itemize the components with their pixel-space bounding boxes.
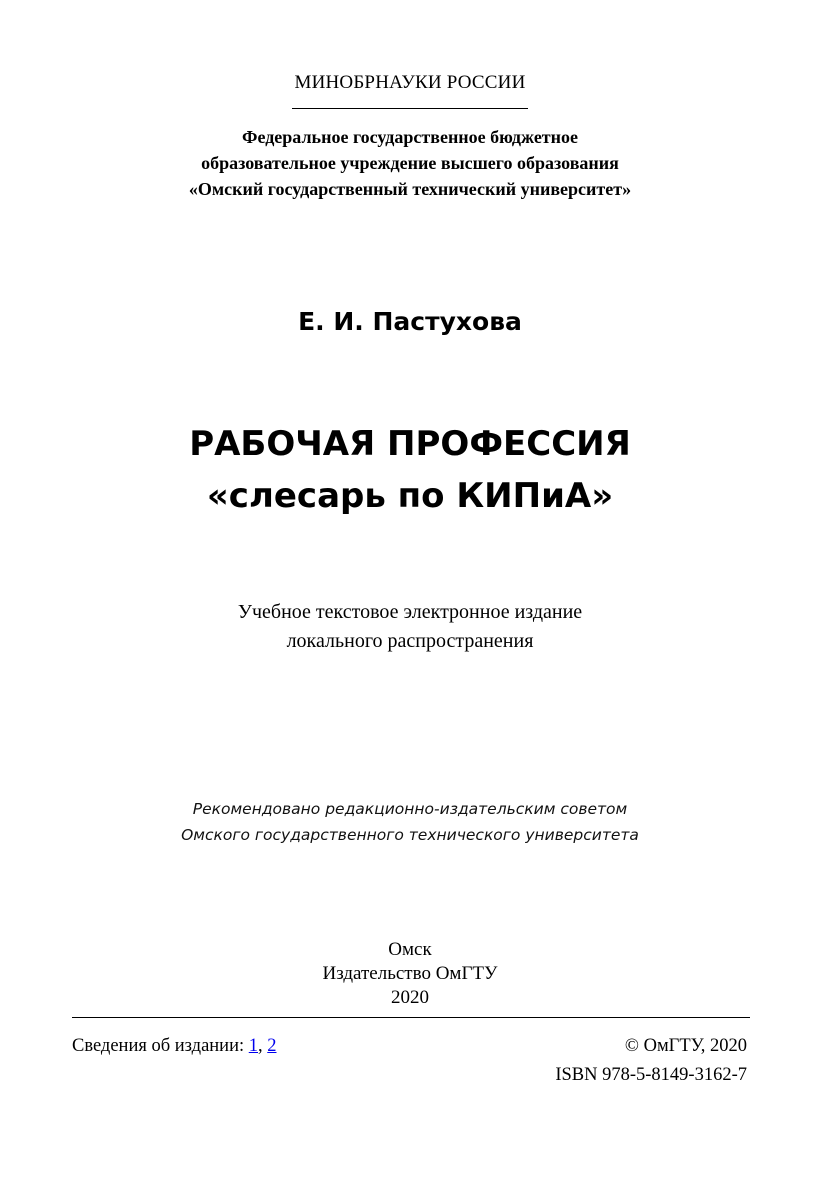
edition-info-link-2[interactable]: 2 <box>267 1036 277 1056</box>
edition-type-line: Учебное текстовое электронное издание <box>237 601 583 623</box>
footer-divider <box>72 1017 750 1018</box>
ministry-heading: МИНОБРНАУКИ РОССИИ <box>294 72 526 93</box>
imprint-publisher: Издательство ОмГТУ <box>322 963 498 984</box>
edition-type <box>0 598 820 656</box>
recommendation-line: Рекомендовано редакционно-издательским советом <box>192 800 628 818</box>
edition-info-link-1[interactable]: 1 <box>248 1036 258 1056</box>
book-title <box>0 418 820 522</box>
recommendation-note <box>0 796 820 848</box>
edition-info-label: Сведения об издании: <box>72 1036 245 1056</box>
title-line: РАБОЧАЯ ПРОФЕССИЯ <box>189 424 631 464</box>
institution-line: Федеральное государственное бюджетное <box>241 127 579 147</box>
edition-type-line: локального распространения <box>286 630 534 652</box>
institution-name <box>0 124 820 202</box>
ministry-divider <box>292 108 528 109</box>
imprint-city: Омск <box>388 939 432 960</box>
copyright: © ОмГТУ, 2020 <box>624 1036 747 1056</box>
institution-line: образовательное учреждение высшего образования <box>201 153 619 173</box>
recommendation-line: Омского государственного технического университета <box>181 826 639 844</box>
author-name: Е. И. Пастухова <box>298 307 522 336</box>
link-separator: , <box>258 1036 263 1056</box>
title-line: «слесарь по КИПиА» <box>206 476 614 516</box>
institution-line: «Омский государственный технический университет» <box>188 179 632 199</box>
edition-info <box>72 1036 277 1057</box>
imprint-year: 2020 <box>391 987 429 1008</box>
isbn: ISBN 978-5-8149-3162-7 <box>555 1065 747 1085</box>
imprint <box>0 938 820 1010</box>
